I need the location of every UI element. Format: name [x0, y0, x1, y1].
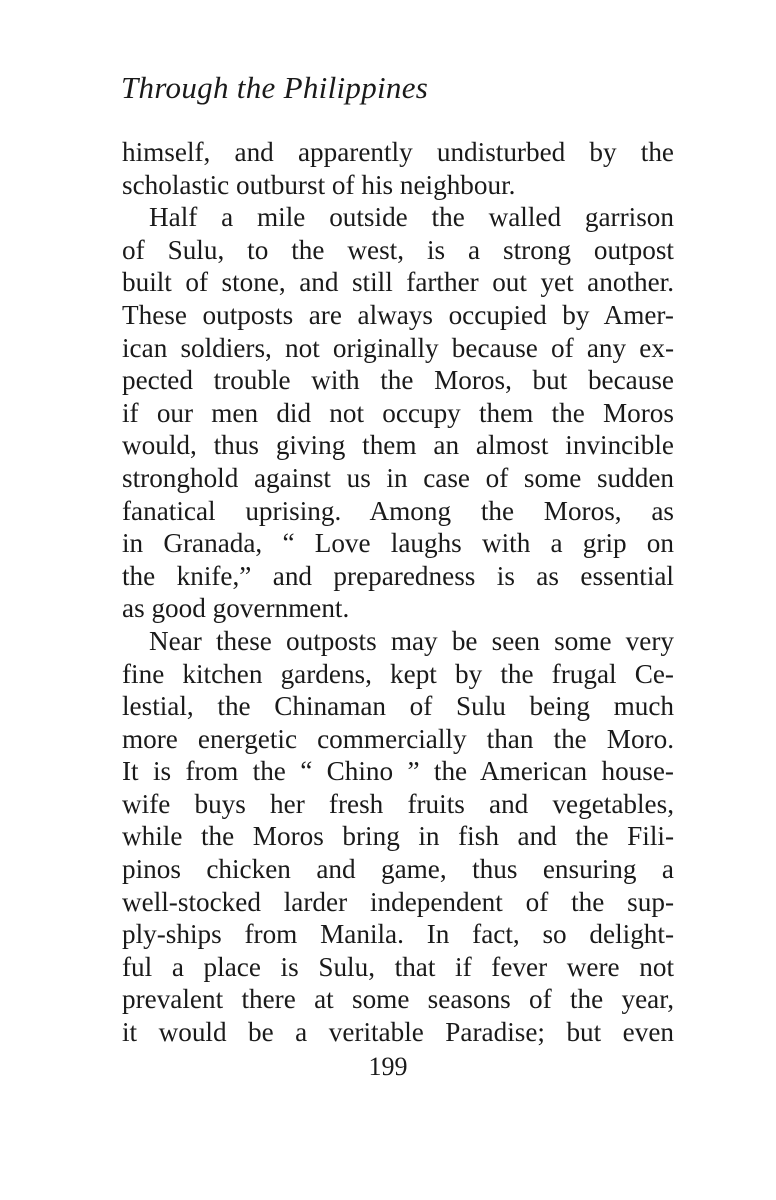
text-line: in Granada, “ Love laughs with a grip on — [122, 528, 674, 559]
page-number: 199 — [368, 1052, 408, 1081]
text-line: as good government. — [122, 593, 350, 624]
text-line: It is from the “ Chino ” the American house- — [122, 756, 674, 787]
text-line: Near these outposts may be seen some very — [149, 625, 674, 656]
text-line: These outposts are always occupied by Amer- — [122, 299, 674, 330]
text-line: pected trouble with the Moros, but because — [122, 365, 674, 396]
text-line: it would be a veritable Paradise; but even — [122, 1017, 674, 1048]
running-head: Through the Philippines — [121, 70, 429, 105]
text-line: built of stone, and still farther out yet another. — [122, 267, 674, 298]
text-line: well-stocked larder independent of the sup- — [122, 886, 674, 917]
text-line: ply-ships from Manila. In fact, so delight- — [122, 919, 674, 950]
body-text — [122, 136, 674, 1049]
text-line: pinos chicken and game, thus ensuring a — [122, 854, 674, 885]
text-line: fine kitchen gardens, kept by the frugal Ce- — [122, 658, 674, 689]
text-line: would, thus giving them an almost invincible — [122, 430, 674, 461]
text-line: Half a mile outside the walled garrison — [149, 202, 674, 233]
text-line: prevalent there at some seasons of the year, — [122, 984, 674, 1015]
text-line: wife buys her fresh fruits and vegetables, — [122, 788, 674, 819]
text-line: fanatical uprising. Among the Moros, as — [122, 495, 674, 526]
text-line: more energetic commercially than the Moro. — [122, 723, 674, 754]
text-line: scholastic outburst of his neighbour. — [122, 169, 516, 200]
text-line: himself, and apparently undisturbed by the — [122, 137, 674, 167]
text-line: the knife,” and preparedness is as essential — [122, 560, 674, 591]
text-line: lestial, the Chinaman of Sulu being much — [122, 691, 674, 722]
text-line: stronghold against us in case of some sudden — [122, 462, 674, 493]
text-line: ful a place is Sulu, that if fever were not — [122, 951, 674, 982]
text-line: while the Moros bring in fish and the Fili- — [122, 821, 674, 852]
text-line: of Sulu, to the west, is a strong outpost — [122, 234, 674, 265]
text-line: ican soldiers, not originally because of any ex- — [122, 332, 674, 363]
text-line: if our men did not occupy them the Moros — [122, 397, 674, 428]
